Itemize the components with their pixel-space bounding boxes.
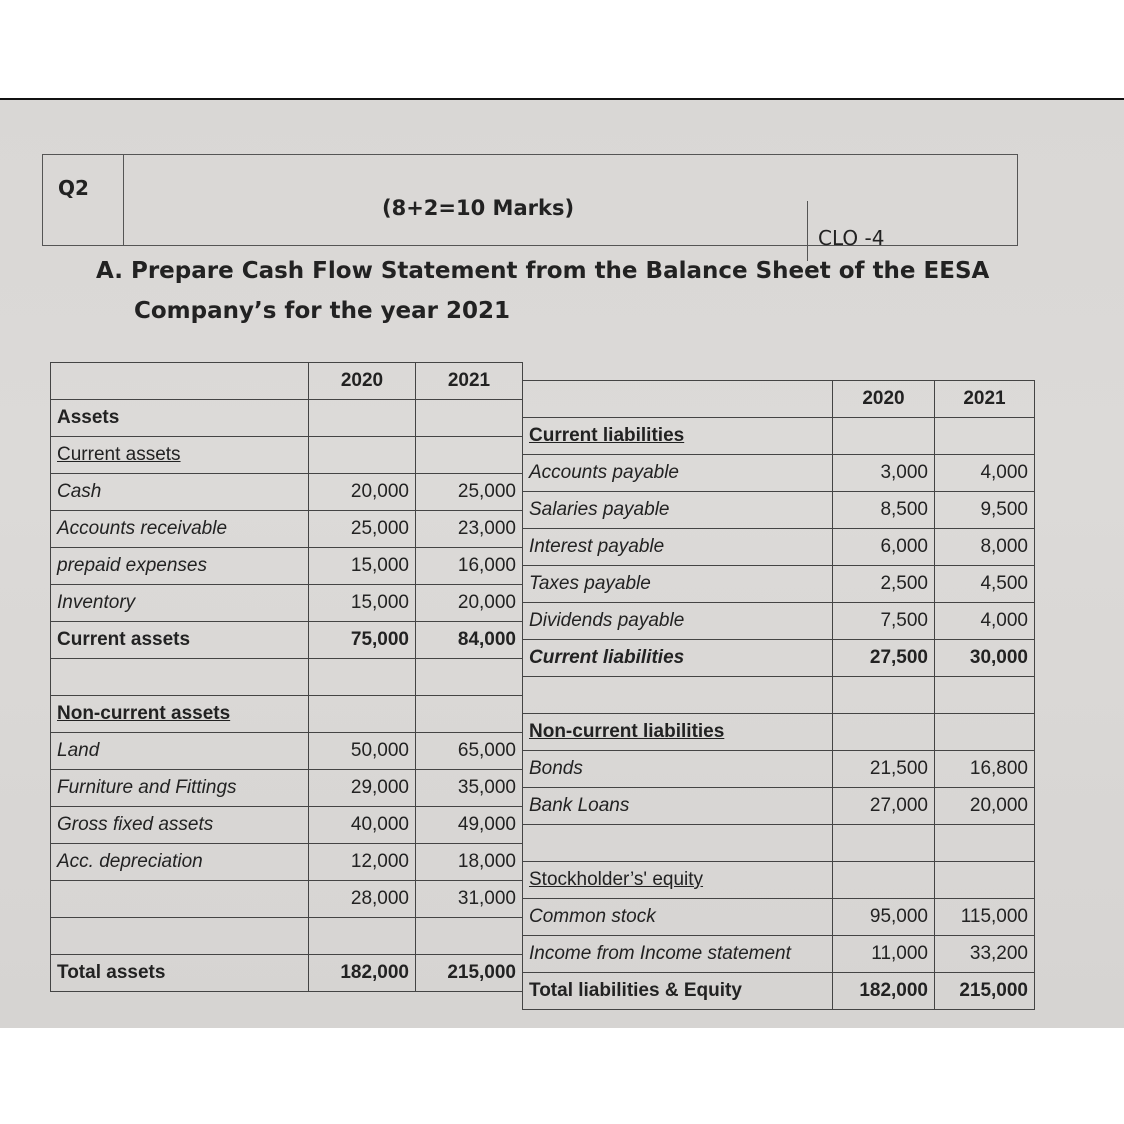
value-2020: 8,500: [833, 492, 935, 529]
value-2020: 50,000: [309, 733, 416, 770]
value-2021: [416, 659, 523, 696]
row-label: Acc. depreciation: [51, 844, 309, 881]
row-label: Cash: [51, 474, 309, 511]
table-row: [51, 585, 523, 622]
value-2020: 40,000: [309, 807, 416, 844]
value-2021: 31,000: [416, 881, 523, 918]
table-row: [523, 529, 1035, 566]
value-2020: 28,000: [309, 881, 416, 918]
value-2020: 21,500: [833, 751, 935, 788]
value-2020: 2,500: [833, 566, 935, 603]
value-2021: 35,000: [416, 770, 523, 807]
row-label: Total liabilities & Equity: [523, 973, 833, 1010]
value-2021: 16,800: [935, 751, 1035, 788]
row-label: Current assets: [51, 437, 309, 474]
table-row: [523, 936, 1035, 973]
table-row: [51, 400, 523, 437]
table-row: [51, 918, 523, 955]
table-row: [51, 881, 523, 918]
table-row: [51, 437, 523, 474]
row-label: Current liabilities: [523, 640, 833, 677]
value-2020: [833, 418, 935, 455]
task-title-line-1: A. Prepare Cash Flow Statement from the Balance Sheet of the EESA: [96, 258, 990, 284]
value-2021: 4,500: [935, 566, 1035, 603]
value-2020: 27,000: [833, 788, 935, 825]
row-label: Taxes payable: [523, 566, 833, 603]
row-label: Land: [51, 733, 309, 770]
table-row: [523, 862, 1035, 899]
table-row: [523, 751, 1035, 788]
value-2021: 4,000: [935, 455, 1035, 492]
value-2020: 6,000: [833, 529, 935, 566]
row-label: Inventory: [51, 585, 309, 622]
value-2020: 20,000: [309, 474, 416, 511]
value-2021: 115,000: [935, 899, 1035, 936]
row-label: Assets: [51, 400, 309, 437]
value-2021: 20,000: [416, 585, 523, 622]
value-2021: 4,000: [935, 603, 1035, 640]
value-2020: [309, 696, 416, 733]
value-2021: 215,000: [935, 973, 1035, 1010]
row-label: Current assets: [51, 622, 309, 659]
row-label: [51, 659, 309, 696]
table-row: [523, 788, 1035, 825]
table-row: [51, 807, 523, 844]
value-2020: 25,000: [309, 511, 416, 548]
value-2020: [309, 659, 416, 696]
liabilities-col-2020: 2020: [833, 381, 935, 418]
table-row: [523, 899, 1035, 936]
value-2021: 30,000: [935, 640, 1035, 677]
marks-label: (8+2=10 Marks): [382, 196, 575, 220]
value-2021: 33,200: [935, 936, 1035, 973]
table-row: [523, 603, 1035, 640]
table-row: [51, 696, 523, 733]
value-2021: [935, 418, 1035, 455]
value-2021: [935, 714, 1035, 751]
value-2021: 16,000: [416, 548, 523, 585]
assets-col-2020: 2020: [309, 363, 416, 400]
value-2020: 15,000: [309, 548, 416, 585]
table-row: [523, 418, 1035, 455]
value-2021: 20,000: [935, 788, 1035, 825]
value-2020: 7,500: [833, 603, 935, 640]
table-row: [51, 622, 523, 659]
value-2021: [416, 696, 523, 733]
clo-label: CLO -4: [818, 226, 885, 250]
row-label: Bank Loans: [523, 788, 833, 825]
table-row: [51, 659, 523, 696]
value-2020: 182,000: [309, 955, 416, 992]
value-2021: [416, 400, 523, 437]
table-row: [51, 548, 523, 585]
value-2020: 182,000: [833, 973, 935, 1010]
value-2020: 15,000: [309, 585, 416, 622]
value-2020: [833, 714, 935, 751]
assets-header-row: [51, 363, 523, 400]
value-2021: 65,000: [416, 733, 523, 770]
table-row: [51, 955, 523, 992]
question-number: Q2: [58, 176, 89, 200]
value-2020: [833, 677, 935, 714]
value-2021: [935, 677, 1035, 714]
row-label: Total assets: [51, 955, 309, 992]
row-label: Salaries payable: [523, 492, 833, 529]
value-2021: 84,000: [416, 622, 523, 659]
table-row: [51, 474, 523, 511]
value-2020: 75,000: [309, 622, 416, 659]
liabilities-col-2021: 2021: [935, 381, 1035, 418]
value-2021: [935, 862, 1035, 899]
value-2020: 12,000: [309, 844, 416, 881]
liabilities-table: [522, 380, 1035, 1010]
table-row: [523, 714, 1035, 751]
value-2021: 215,000: [416, 955, 523, 992]
row-label: Bonds: [523, 751, 833, 788]
assets-col-2021: 2021: [416, 363, 523, 400]
value-2020: 29,000: [309, 770, 416, 807]
row-label: [523, 677, 833, 714]
table-row: [523, 640, 1035, 677]
value-2020: 11,000: [833, 936, 935, 973]
row-label: Dividends payable: [523, 603, 833, 640]
value-2020: [309, 437, 416, 474]
liabilities-header-row: [523, 381, 1035, 418]
row-label: Non-current liabilities: [523, 714, 833, 751]
table-row: [523, 566, 1035, 603]
value-2020: 27,500: [833, 640, 935, 677]
table-row: [51, 511, 523, 548]
value-2021: [935, 825, 1035, 862]
value-2021: 9,500: [935, 492, 1035, 529]
row-label: [523, 825, 833, 862]
row-label: Accounts receivable: [51, 511, 309, 548]
value-2021: 25,000: [416, 474, 523, 511]
row-label: Stockholder’s' equity: [523, 862, 833, 899]
row-label: Furniture and Fittings: [51, 770, 309, 807]
row-label: Current liabilities: [523, 418, 833, 455]
row-label: prepaid expenses: [51, 548, 309, 585]
row-label: Interest payable: [523, 529, 833, 566]
value-2021: 8,000: [935, 529, 1035, 566]
row-label: Non-current assets: [51, 696, 309, 733]
value-2020: 3,000: [833, 455, 935, 492]
table-row: [523, 492, 1035, 529]
assets-table: [50, 362, 523, 992]
value-2020: [833, 825, 935, 862]
table-row: [523, 973, 1035, 1010]
value-2021: [416, 437, 523, 474]
table-row: [51, 770, 523, 807]
value-2020: [833, 862, 935, 899]
value-2020: [309, 400, 416, 437]
row-label: Gross fixed assets: [51, 807, 309, 844]
row-label: Common stock: [523, 899, 833, 936]
value-2020: 95,000: [833, 899, 935, 936]
table-row: [523, 825, 1035, 862]
value-2021: 49,000: [416, 807, 523, 844]
table-row: [523, 455, 1035, 492]
value-2021: [416, 918, 523, 955]
task-title-line-2: Company’s for the year 2021: [134, 298, 511, 324]
row-label: [51, 918, 309, 955]
row-label: Income from Income statement: [523, 936, 833, 973]
value-2021: 18,000: [416, 844, 523, 881]
table-row: [51, 844, 523, 881]
table-row: [51, 733, 523, 770]
value-2021: 23,000: [416, 511, 523, 548]
table-row: [523, 677, 1035, 714]
row-label: [523, 381, 833, 418]
row-label: [51, 881, 309, 918]
value-2020: [309, 918, 416, 955]
row-label: Accounts payable: [523, 455, 833, 492]
